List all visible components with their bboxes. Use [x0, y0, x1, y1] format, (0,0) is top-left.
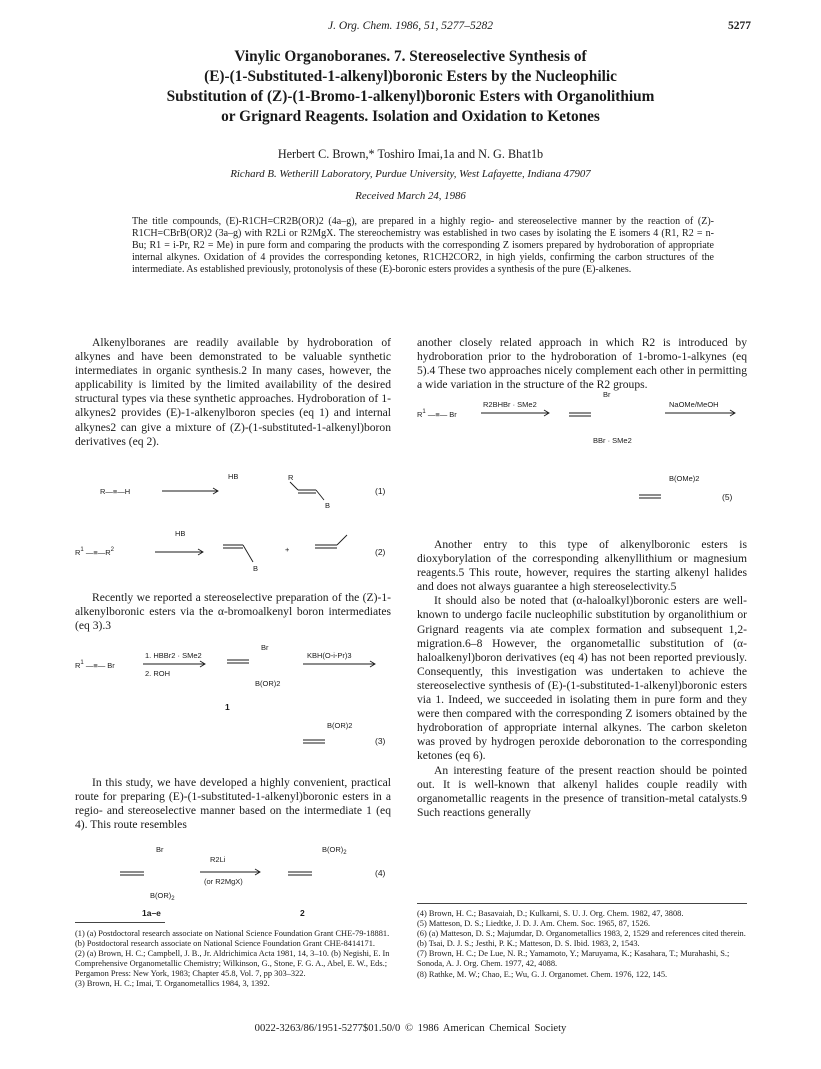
title-line: (E)-(1-Substituted-1-alkenyl)boronic Esters by the Nucleophilic: [204, 68, 617, 85]
eq3-reagent-3: KBH(O-i-Pr)3: [307, 651, 352, 660]
body-paragraph-this-study: [75, 776, 391, 832]
eq2-reactant-r1: $R^1$ $—\equiv—R^2$: [75, 547, 114, 557]
received-date: Received March 24, 1986: [355, 190, 466, 202]
eq1-number: (1): [375, 486, 386, 496]
eq2-plus: +: [285, 545, 290, 554]
eq2-number: (2): [375, 547, 386, 557]
eq3-reagent-2: 2. ROH: [145, 669, 171, 678]
footnote: (5) Matteson, D. S.; Liedtke, J. D. J. Am. Chem. Soc. 1965, 87, 1526.: [417, 919, 651, 929]
paragraph: Another entry to this type of alkenylboronic esters is dioxyborylation of the corresponding alkenyllithium or magnesium reagents.5 This route, however, requires the starting alkenyl halides and does not always guarantee a high stereoselectivity.5: [417, 538, 747, 594]
page-number: 5277: [728, 20, 751, 32]
eq5-bome-label: B(OMe)2: [669, 474, 700, 483]
eq4-reagent-2: (or R2MgX): [204, 877, 243, 886]
eq5-number: (5): [722, 492, 733, 502]
eq5-bbr-label: BBr · SMe2: [593, 436, 632, 445]
bond: [316, 490, 324, 500]
equation-4-scheme: [100, 842, 400, 922]
eq3-product-bor: B(OR)2: [327, 721, 353, 730]
eq4-reagent-1: R2Li: [210, 855, 226, 864]
paragraph: It should also be noted that (α-haloalkyl)boronic esters are well-known to undergo facile nucleophilic substitution by organolithium or Grignard reagents via ate complex formation and subsequent 1,2-migration.6–8 However, the organometallic substitution of (α-haloalkenyl)boron derivatives (eq 4) has not been reported previously. Consequently, this investigation was undertaken to achieve the stereoselective synthesis of (E)-(1-substituted-1-alkenyl)boronic esters via 1. Indeed, we succeeded in isolating them in pure form and they were then compared with the corresponding Z isomers obtained by the hydroboration of appropriate internal alkynes. The carbon skeleton was proved by hydrogen peroxide deboronation to the corresponding ketones (eq 6).: [417, 594, 747, 763]
eq5-reagent-2: NaOMe/MeOH: [669, 400, 719, 409]
eq3-number: (3): [375, 736, 386, 746]
body-paragraph-continued: [417, 336, 747, 392]
paragraph: Recently we reported a stereoselective preparation of the (Z)-1-alkenylboronic esters via the α-bromoalkenyl boron intermediates (eq 3).3: [75, 591, 391, 633]
equation-3-scheme: [75, 640, 395, 775]
paragraph: In this study, we have developed a highly convenient, practical route for preparing (E)-(1-substituted-1-alkenyl)boronic esters in a regio- and stereoselective manner based on the intermediate 1 (eq 4). This route resembles: [75, 776, 391, 832]
body-paragraph-eq3-intro: [75, 591, 391, 633]
footnote-rule: [417, 903, 747, 904]
eq1-reactant: R—≡—H: [100, 487, 131, 496]
title-line: Substitution of (Z)-(1-Bromo-1-alkenyl)boronic Esters with Organolithium: [166, 88, 655, 105]
bond: [243, 545, 253, 562]
journal-citation: J. Org. Chem. 1986, 51, 5277–5282: [327, 20, 494, 32]
compound-2-label: 2: [300, 908, 305, 918]
affiliation: Richard B. Wetherill Laboratory, Purdue University, West Lafayette, Indiana 47907: [230, 168, 591, 180]
compound-1a-e-label: 1a–e: [142, 908, 161, 918]
footnote: (7) Brown, H. C.; De Lue, N. R.; Yamamoto, Y.; Maruyama, K.; Kasahara, T.; Murahashi, S.; Sonoda, A. J. Org. Chem. 1977, 42, 4088.: [417, 949, 730, 969]
paragraph: another closely related approach in which R2 is introduced by hydroboration prior to the hydroboration of 1-bromo-1-alkynes (eq 5).4 These two approaches nicely complement each other in permitting a wide variation in the structure of the R2 groups.: [417, 336, 747, 392]
copyright-footer: 0022-3263/86/1951-5277$01.50/0 © 1986 American Chemical Society: [254, 1023, 567, 1034]
eq5-reagent-1: R2BHBr · SMe2: [483, 400, 537, 409]
footnotes-right: [417, 909, 747, 980]
eq4-number: (4): [375, 868, 386, 878]
eq5-br: Br: [603, 390, 611, 399]
footnotes-left: [75, 929, 391, 990]
author-list: Herbert C. Brown,* Toshiro Imai,1a and N. G. Bhat1b: [277, 147, 544, 161]
eq1-reagent: HB: [228, 472, 239, 481]
eq5-reactant: $R^1$ —≡— Br: [417, 409, 457, 419]
title-line: or Grignard Reagents. Isolation and Oxidation to Ketones: [221, 108, 600, 125]
eq3-reagent-1: 1. HBBr2 · SMe2: [145, 651, 202, 660]
footnote: (4) Brown, H. C.; Basavaiah, D.; Kulkarni, S. U. J. Org. Chem. 1982, 47, 3808.: [417, 909, 684, 918]
article-title: [70, 47, 751, 127]
eq4-product-bor: $B(OR)_2$: [322, 845, 347, 856]
eq2-reagent: HB: [175, 529, 186, 538]
eq4-br-label: Br: [156, 845, 164, 854]
compound-1-label: 1: [225, 702, 230, 712]
title-line: Vinylic Organoboranes. 7. Stereoselective Synthesis of: [234, 48, 587, 65]
body-paragraphs-right: [417, 538, 747, 820]
paragraph: An interesting feature of the present reaction should be pointed out. It is well-known that alkenyl halides couple readily with organometallic reagents in the presence of transition-metal catalysts.9 Such reactions generally: [417, 763, 747, 819]
abstract: The title compounds, (E)-R1CH=CR2B(OR)2 (4a–g), are prepared in a highly regio- and stereoselective manner by the reaction of (Z)-R1CH=CBrB(OR)2 (3a–g) with R2Li or R2MgX. The stereochemistry was established in two cases by isolating the E isomers 4 (R1, R2 = n-Bu; R1 = i-Pr, R2 = Me) in pure form and comparing the products with the corresponding Z isomers prepared by hydroboration of appropriate internal alkynes. Oxidation of 4 provides the corresponding ketones, R1CH2COR2, in high yields, confirming the carbon structures of the intermediate. As established previously, protonolysis of these (E)-boronic esters provides a synthesis of the pure (E)-alkenes.: [132, 216, 714, 276]
footnote: (8) Rathke, M. W.; Chao, E.; Wu, G. J. Organomet. Chem. 1976, 122, 145.: [417, 969, 668, 979]
equation-5-scheme: [417, 385, 747, 525]
body-paragraph-intro: [75, 336, 391, 449]
bond: [337, 535, 347, 545]
paragraph: Alkenylboranes are readily available by hydroboration of alkynes and have been demonstrated to be valuable synthetic intermediates in organic synthesis.2 In many cases, however, the applicability is limited by the limited availability of the desired structural types via these synthetic approaches. Hydroboration of 1-alkynes2 provides (E)-1-alkenylboron species (eq 1) and internal alkynes2 can give a mixture of (Z)-(1-substituted-1-alkenyl)boron derivatives (eq 2).: [75, 336, 391, 448]
eq3-reactant: $R^1$ —≡— Br: [75, 660, 115, 670]
footnote: (2) (a) Brown, H. C.; Campbell, J. B., Jr. Aldrichimica Acta 1981, 14, 3–10. (b) Negishi, E. In Comprehensive Organometallic Chemistry; Wilkinson, G., Stone, F. G. A., Abel, E. W., Eds.; Pergamon Press: New York, 1983; Chapter 45.8, Vol. 7, pp 303–322.: [75, 949, 390, 979]
eq3-bor-label: B(OR)2: [255, 679, 281, 688]
footnote-rule: [75, 922, 165, 923]
footnote: (1) (a) Postdoctoral research associate on National Science Foundation Grant CHE-79-18881. (b) Postdoctoral research associate on National Science Foundation Grant CHE-8414171.: [75, 929, 390, 949]
footnote: (6) (a) Matteson, D. S.; Majumdar, D. Organometallics 1983, 2, 1529 and references cited therein. (b) Tsai, D. J. S.; Jesthi, P. K.; Matteson, D. S. Ibid. 1983, 2, 1543.: [417, 929, 746, 949]
bond: [290, 482, 298, 490]
footnote: (3) Brown, H. C.; Imai, T. Organometallics 1984, 3, 1392.: [75, 979, 270, 989]
eq3-br-label: Br: [261, 643, 269, 652]
eq4-bor-label: $B(OR)_2$: [150, 891, 175, 902]
eq2-b-label: B: [253, 564, 259, 573]
eq1-b-label: B: [325, 501, 331, 510]
equation-2-scheme: [75, 527, 395, 587]
equation-1-scheme: [100, 470, 400, 525]
eq1-r-label: R: [288, 473, 294, 482]
